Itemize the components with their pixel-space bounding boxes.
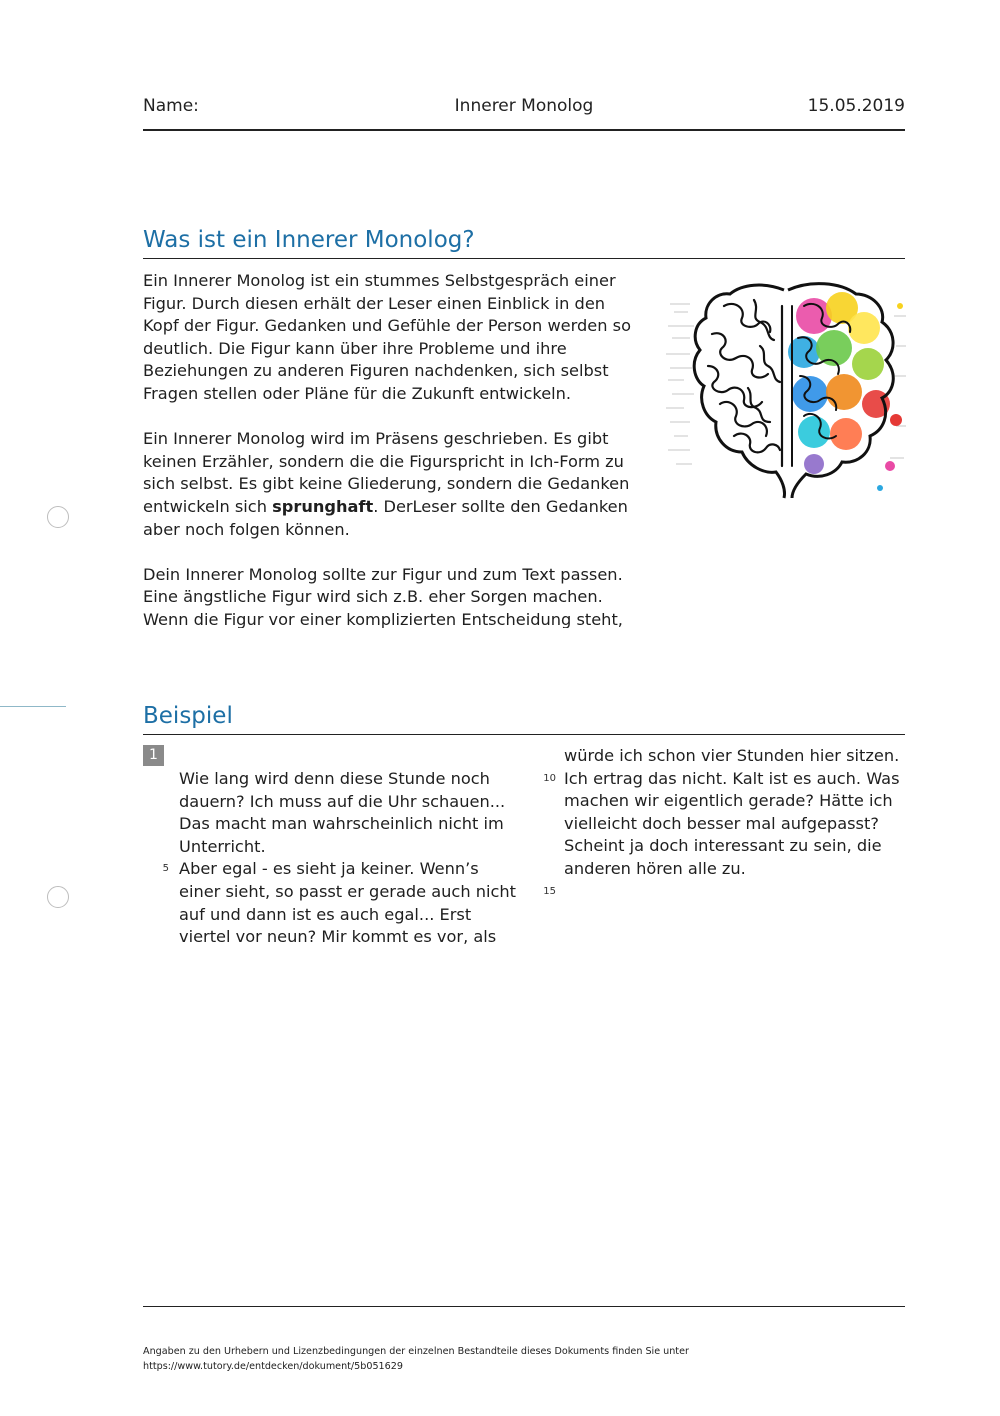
text-line: Das macht man wahrscheinlich nicht im [179, 814, 504, 834]
definition-text-block [143, 270, 663, 628]
text-line: Kopf der Figur. Gedanken und Gefühle der Person werden so [143, 316, 631, 336]
line-number-10: 10 [543, 773, 556, 784]
document-title: Innerer Monolog [454, 96, 594, 116]
line-number-5: 5 [162, 863, 169, 874]
header-divider [143, 129, 905, 131]
text-line: keinen Erzähler, sondern die die Figurspricht in Ich-Form zu [143, 451, 624, 471]
paragraph-1 [143, 270, 663, 406]
paragraph-3 [143, 564, 663, 628]
text-line: dauern? Ich muss auf die Uhr schauen... [179, 791, 506, 811]
example-column-left [179, 768, 529, 949]
text-line: deutlich. Die Figur kann über ihre Probleme und ihre [143, 338, 567, 358]
text-line: Ein Innerer Monolog wird im Präsens geschrieben. Es gibt [143, 429, 609, 449]
footer-text: Angaben zu den Urhebern und Lizenzbedingungen der einzelnen Bestandteile dieses Dokuments finden Sie unter [143, 1346, 689, 1357]
text-line: Beziehungen zu anderen Figuren nachdenken, sich selbst [143, 361, 609, 381]
text-line-post: . DerLeser sollte den Gedanken [373, 496, 628, 516]
section-divider [143, 258, 905, 259]
line-number-15: 15 [543, 886, 556, 897]
name-label: Name: [143, 96, 199, 116]
task-number-badge: 1 [143, 745, 164, 766]
text-line: Figur. Durch diesen erhält der Leser einen Einblick in den [143, 293, 606, 313]
punch-hole-top [47, 506, 69, 528]
fold-mark [0, 706, 66, 707]
footer-divider [143, 1306, 905, 1307]
text-line: anderen hören alle zu. [564, 858, 746, 878]
paragraph-2 [143, 428, 663, 541]
text-line: Aber egal - es sieht ja keiner. Wenn’s [179, 859, 479, 879]
text-line: Eine ängstliche Figur wird sich z.B. eher Sorgen machen. [143, 587, 603, 607]
text-line: einer sieht, so passt er gerade auch nicht [179, 881, 516, 901]
example-column-right [564, 745, 909, 881]
emphasis-sprunghaft: sprunghaft [272, 496, 374, 516]
text-line-pre: entwickeln sich [143, 496, 273, 516]
section-heading-example: Beispiel [143, 703, 233, 729]
footer-attribution [143, 1344, 689, 1374]
text-line: Ich ertrag das nicht. Kalt ist es auch. Was [564, 768, 900, 788]
brain-illustration-icon [664, 276, 908, 504]
text-line: würde ich schon vier Stunden hier sitzen. [564, 746, 900, 765]
section-divider [143, 734, 905, 735]
footer-link[interactable]: https://www.tutory.de/entdecken/dokument/5b051629 [143, 1361, 403, 1372]
document-date: 15.05.2019 [807, 96, 905, 116]
text-line: Fragen stellen oder Pläne für die Zukunft entwickeln. [143, 383, 572, 403]
text-line: Wenn die Figur vor einer komplizierten Entscheidung steht, [143, 609, 623, 628]
text-line: Scheint ja doch interessant zu sein, die [564, 836, 882, 856]
text-line: vielleicht doch besser mal aufgepasst? [564, 813, 879, 833]
section-heading-definition: Was ist ein Innerer Monolog? [143, 227, 475, 253]
text-line: Wie lang wird denn diese Stunde noch [179, 769, 490, 788]
text-line: auf und dann ist es auch egal... Erst [179, 904, 472, 924]
text-line: Ein Innerer Monolog ist ein stummes Selbstgespräch einer [143, 271, 616, 290]
text-line: sich selbst. Es gibt keine Gliederung, sondern die Gedanken [143, 474, 630, 494]
text-line: viertel vor neun? Mir kommt es vor, als [179, 927, 497, 947]
punch-hole-bottom [47, 886, 69, 908]
text-line: machen wir eigentlich gerade? Hätte ich [564, 791, 893, 811]
text-line: Dein Innerer Monolog sollte zur Figur und zum Text passen. [143, 564, 623, 584]
text-line: Unterricht. [179, 836, 266, 856]
text-line: aber noch folgen können. [143, 519, 350, 539]
